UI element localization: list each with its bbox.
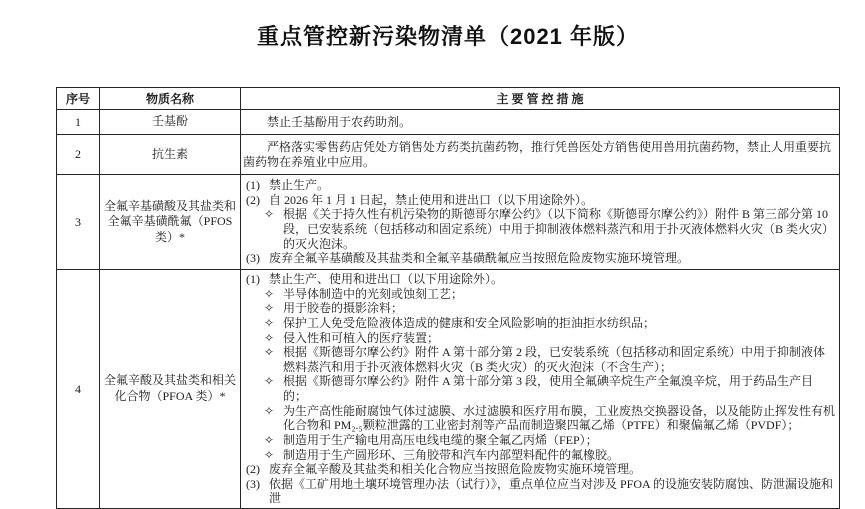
table-header-row	[57, 88, 840, 110]
measure-bullet-item	[243, 207, 836, 251]
table-row	[57, 110, 840, 135]
measure-item-text: 根据《斯德哥尔摩公约》附件 A 第十部分第 3 段，使用全氟碘辛烷生产全氟溴辛烷，用于药品生产目的；	[283, 374, 814, 403]
row-serial-number-cell: 4	[57, 270, 100, 509]
measure-item-text: 根据《斯德哥尔摩公约》附件 A 第十部分第 2 段，已安装系统（包括移动和固定系统）中用于抑制液体燃料蒸汽和用于扑灭液体燃料火灾（B 类火灾）的灭火泡沫（不含生产）；	[283, 345, 826, 374]
measure-item-text: 制造用于生产输电用高压电线电缆的聚全氟乙丙烯（FEP）；	[283, 432, 598, 447]
measures-cell	[241, 175, 840, 270]
measure-bullet-item	[243, 287, 836, 302]
measure-paragraph: 严格落实零售药店凭处方销售处方药类抗菌药物，推行凭兽医处方销售使用兽用抗菌药物，禁止人用重要抗菌药物在养殖业中应用。	[243, 139, 832, 169]
header-cell-serial-number: 序号	[57, 88, 100, 110]
table-body	[57, 110, 840, 509]
measures-cell	[241, 135, 840, 175]
measure-numbered-item	[243, 178, 836, 193]
measure-item-number: (2)	[246, 192, 260, 207]
measure-bullet-item	[243, 433, 836, 448]
substance-name-cell: 全氟辛基磺酸及其盐类和全氟辛基磺酰氟（PFOS 类）*	[100, 175, 241, 270]
measure-bullet-item	[243, 448, 836, 463]
measure-item-text: 半导体制造中的光刻或蚀刻工艺；	[283, 286, 464, 301]
page-title: 重点管控新污染物清单（2021 年版）	[256, 24, 640, 49]
diamond-bullet-icon: ✧	[264, 447, 275, 462]
measure-item-text: 根据《关于持久性有机污染物的斯德哥尔摩公约》（以下简称《斯德哥尔摩公约》）附件 B 第三部分第 10 段，已安装系统（包括移动和固定系统）中用于抑制液体燃料蒸汽和用于扑灭液体燃料火灾（B 类火灾）的灭火泡沫。	[283, 207, 835, 251]
measure-item-text: 禁止生产。	[269, 178, 330, 193]
row-serial-number-cell: 1	[57, 110, 100, 135]
diamond-bullet-icon: ✧	[264, 301, 275, 316]
measure-item-text: 废弃全氟辛酸及其盐类和相关化合物应当按照危险废物实施环境管理。	[269, 462, 642, 477]
measure-item-text: 禁止生产、使用和进出口（以下用途除外）。	[269, 272, 504, 286]
measure-numbered-item	[243, 477, 836, 506]
measure-item-text: 为生产高性能耐腐蚀气体过滤膜、水过滤膜和医疗用布膜，工业废热交换器设备，以及能防止挥发性有机化合物和 PM₂.₅颗粒泄露的工业密封剂等产品而制造聚四氟乙烯（PTFE）和聚偏氟乙烯（PVDF）；	[283, 403, 836, 433]
measure-bullet-item	[243, 345, 836, 374]
measure-item-text: 制造用于生产圆形环、三角胶带和汽车内部塑料配件的氟橡胶。	[283, 447, 620, 462]
measure-item-number: (3)	[246, 251, 260, 266]
measures-cell	[241, 110, 840, 135]
measure-numbered-item	[243, 251, 836, 266]
header-cell-substance-name: 物质名称	[100, 88, 241, 110]
measure-item-text: 保护工人免受危险液体造成的健康和安全风险影响的拒油拒水纺织品；	[283, 315, 656, 330]
diamond-bullet-icon: ✧	[264, 286, 275, 301]
row-serial-number-cell: 2	[57, 135, 100, 175]
measure-numbered-item	[243, 193, 836, 208]
measure-item-number: (1)	[246, 178, 260, 193]
substance-name-cell: 壬基酚	[100, 110, 241, 135]
measure-bullet-item	[243, 316, 836, 331]
measure-item-text: 侵入性和可植入的医疗装置；	[283, 330, 440, 345]
measure-item-number: (3)	[246, 476, 260, 491]
diamond-bullet-icon: ✧	[264, 330, 275, 345]
diamond-bullet-icon: ✧	[264, 345, 275, 360]
diamond-bullet-icon: ✧	[264, 432, 275, 447]
measure-bullet-item	[243, 301, 836, 316]
measure-numbered-item	[243, 462, 836, 477]
table-row	[57, 135, 840, 175]
measure-item-text: 依据《工矿用地土壤环境管理办法（试行）》，重点单位应当对涉及 PFOA 的设施安装防腐蚀、防泄漏设施和泄	[269, 476, 834, 506]
measure-bullet-item	[243, 374, 836, 403]
measure-bullet-item	[243, 331, 836, 346]
measures-cell	[241, 270, 840, 509]
measure-paragraph: 禁止壬基酚用于农药助剂。	[267, 114, 412, 129]
table-row	[57, 175, 840, 270]
measure-item-number: (1)	[246, 272, 260, 286]
diamond-bullet-icon: ✧	[264, 315, 275, 330]
measure-numbered-item	[243, 272, 836, 287]
header-cell-main-measures: 主 要 管 控 措 施	[241, 88, 840, 110]
substance-name-cell: 抗生素	[100, 135, 241, 175]
substance-name-cell: 全氟辛酸及其盐类和相关化合物（PFOA 类）*	[100, 270, 241, 509]
measure-item-text: 废弃全氟辛基磺酸及其盐类和全氟辛基磺酰氟应当按照危险废物实施环境管理。	[269, 251, 690, 266]
row-serial-number-cell: 3	[57, 175, 100, 270]
measure-bullet-item	[243, 404, 836, 433]
diamond-bullet-icon: ✧	[264, 207, 275, 222]
measure-item-text: 用于胶卷的摄影涂料；	[283, 301, 404, 316]
diamond-bullet-icon: ✧	[264, 374, 275, 389]
measure-item-number: (2)	[246, 462, 260, 477]
pollutants-control-table	[56, 87, 840, 509]
measure-item-text: 自 2026 年 1 月 1 日起，禁止使用和进出口（以下用途除外）。	[269, 192, 594, 207]
table-row	[57, 270, 840, 509]
diamond-bullet-icon: ✧	[264, 403, 275, 418]
